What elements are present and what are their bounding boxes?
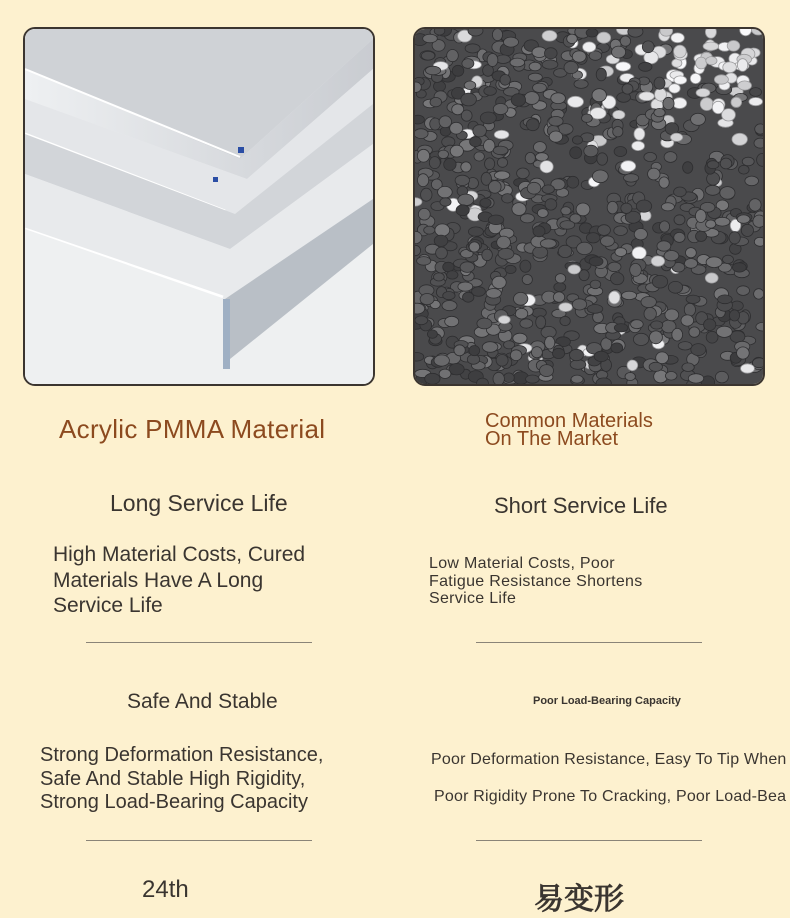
right-section1-title: Short Service Life	[494, 493, 668, 518]
right-section2-title: Poor Load-Bearing Capacity	[533, 695, 681, 707]
right-section1-desc: Low Material Costs, Poor Fatigue Resistance Shortens Service Life	[429, 555, 643, 607]
left-section1-desc: High Material Costs, Cured Materials Have A Long Service Life	[53, 543, 306, 617]
left-divider-2	[86, 840, 312, 841]
left-section1-title: Long Service Life	[110, 490, 288, 516]
left-section2-desc: Strong Deformation Resistance, Safe And Stable High Rigidity, Strong Load-Bearing Capacity	[40, 744, 324, 813]
acrylic-sheets-image	[23, 27, 375, 386]
right-divider-1	[476, 642, 702, 643]
right-heading: Common Materials On The Market	[485, 410, 653, 450]
right-section2-desc-line1: Poor Deformation Resistance, Easy To Tip When	[431, 751, 787, 768]
right-divider-2	[476, 840, 702, 841]
left-section2-title: Safe And Stable	[127, 690, 278, 713]
plastic-granules-image	[413, 27, 765, 386]
left-heading: Acrylic PMMA Material	[59, 414, 326, 444]
right-section3-title: 易变形	[534, 883, 624, 916]
left-divider-1	[86, 642, 312, 643]
right-section2-desc-line2: Poor Rigidity Prone To Cracking, Poor Load-Bea	[434, 788, 787, 805]
left-section3-title: 24th	[142, 876, 189, 903]
